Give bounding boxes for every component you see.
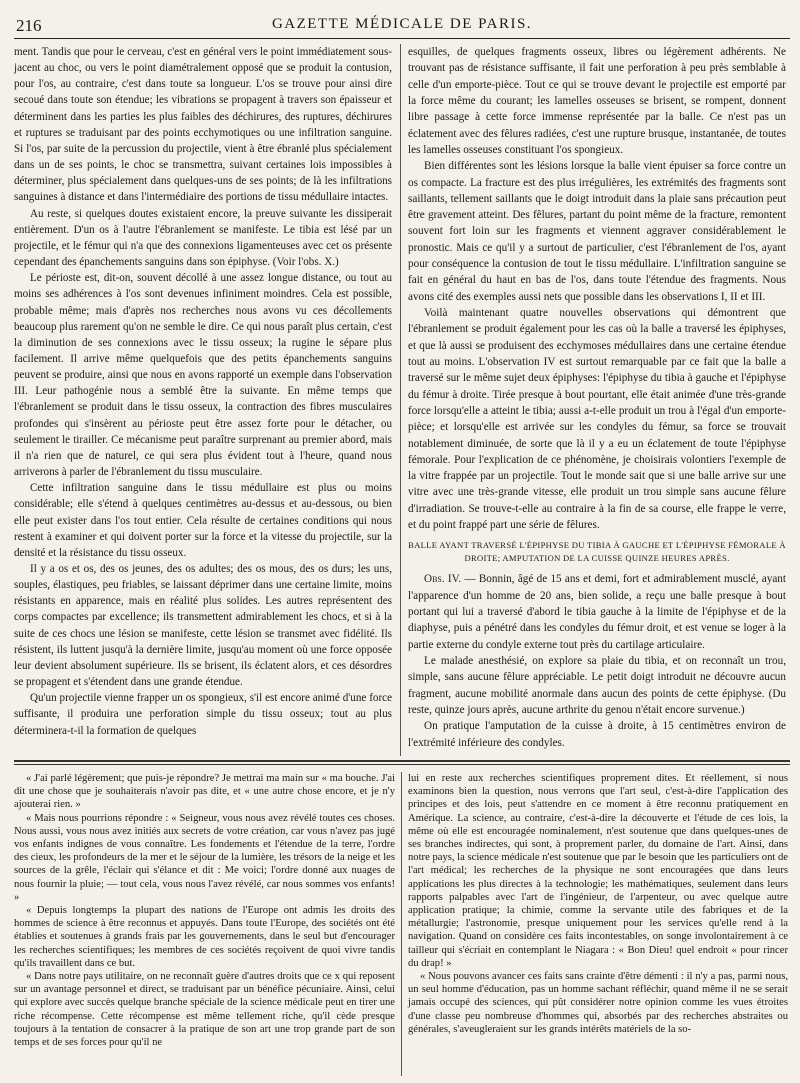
column-divider (401, 772, 402, 1076)
page-header (14, 14, 790, 39)
observation-text: — Bonnin, âgé de 15 ans et demi, fort et admirablement musclé, ayant l'apparence d'un homme de 20 ans, bien solide, a reçu une balle presque à bout portant qui lui a traversé d'abord le tibia gauche à la limite de l'épiphyse et de la diaphyse, puis a pénétré dans les condyles du fémur droit, et est venue se loger à la partie externe du condyle externe tout près du cartilage articulaire. (408, 573, 786, 651)
left-column (14, 44, 392, 739)
paragraph: « J'ai parlé légèrement; que puis-je répondre? Je mettrai ma main sur « ma bouche. J'ai dit une chose que je souhaiterais n'avoir pas dite, et « une autre chose encore, et je n'y ajouterai rien. » (14, 773, 395, 811)
paragraph: Il y a os et os, des os jeunes, des os adultes; des os mous, des os durs; les uns, souples, élastiques, peu friables, se laissant déprimer dans une certaine limite, moins résistants en apparence, mais en réalité plus solides. Les autres représentent des corps compactes par excellence; ils transmettent admirablement les chocs, et si à la suite de ces chocs une lésion se manifeste, cette lésion se transmet avec fidélité. Ils résistent, ils luttent jusqu'à la dernière limite, jusqu'au moment où une force opposée leur devient absolument supérieure. Ils se brisent, ils éclatent alors, et ces désordres se propagent et s'étendent dans une grande étendue. (14, 563, 392, 689)
paragraph: ment. Tandis que pour le cerveau, c'est en général vers le point immédiatement sous-jacent au choc, ou vers le point diamétralement opposé que se produit la contusion, pour l'os, au contraire, c'est dans toute sa longueur. L'os se trouve pour ainsi dire secoué dans toute son étendue; les vibrations se propagent à travers son épaisseur et déterminent dans les parties les plus faibles des déchirures, des ruptures, déchirures et ruptures se traduisant par des points ecchymotiques ou une infiltration sanguine. Si l'os, par suite de la percussion du projectile, vient à être ébranlé plus spécialement dans un de ses points, le choc se transmettra, suivant certaines lois impossibles à déterminer, plus spécialement dans quelques-uns de ses points; de là les infiltrations sanguines à distance et dans l'intermédiaire des portions de tissu médullaire intactes. (14, 46, 392, 204)
paragraph: « Mais nous pourrions répondre : « Seigneur, vous nous avez révélé toutes ces choses. Nous aussi, vous nous avez initiés aux secrets de votre création, car vous n'avez pas jugé vos enfants indignes de vous connaître. Les fondements et l'étendue de la terre, l'ordre des cieux, les profondeurs de la mer et le séjour de la lumière, les trésors de la neige et les sources de la grêle, l'éclair qui s'élance et dit : Me voici; l'ordre donné aux nuages de nous fournir la pluie; — tout cela, vous nous l'avez révélé, car nous sommes vos enfants! » (14, 812, 395, 903)
page-number: 216 (16, 16, 42, 35)
paragraph: Qu'un projectile vienne frapper un os spongieux, s'il est encore animé d'une force suffisante, il produira une perforation simple du tissu osseux; tout au plus déterminera-t-il la formation de quelques (14, 692, 392, 737)
paragraph: « Nous pouvons avancer ces faits sans crainte d'être démenti : il n'y a pas, parmi nous, un seul homme d'éducation, pas un homme sachant réfléchir, quand même il ne se serait jamais occupé des sciences, qui pût considérer notre opinion comme les vues étroites d'une classe peu nombreuse d'hommes qui, absorbés par des recherches abstraites ou générales, s'aveugleraient sur les grands intérêts matériels de la so- (408, 971, 788, 1035)
feuilleton-rule (14, 760, 790, 762)
journal-title: GAZETTE MÉDICALE DE PARIS. (271, 16, 533, 32)
paragraph: esquilles, de quelques fragments osseux, libres ou légèrement adhérents. Ne trouvant pas de résistance suffisante, il fait une perforation à peu près semblable à celle d'un emporte-pièce. Tout ce qui se trouve devant le projectile est emporté par la force même du courant; les lamelles osseuses se brisent, se rompent, donnent libre passage à cette force immense représentée par la balle. Ce n'est pas un éclatement avec des fêlures radiées, c'est une rupture brusque, instantanée, de toutes les lamelles osseuses constituant l'os spongieux. (408, 46, 786, 156)
feuilleton-left-column (14, 772, 395, 1049)
observation-paragraph (408, 571, 786, 653)
observation-label: Obs. IV. (424, 573, 462, 586)
paragraph: Le malade anesthésié, on explore sa plaie du tibia, et on reconnaît un trou, simple, sans aucune fêlure appréciable. Le petit doigt introduit ne découvre aucun fragment, aucune mobilité anormale dans aucun des points de cette épiphyse. (Du reste, quinze jours après, aucune arthrite du genou n'était encore survenue.) (408, 654, 786, 716)
paragraph: On pratique l'amputation de la cuisse à droite, à 15 centimètres environ de l'extrémité inférieure des condyles. (408, 720, 786, 749)
paragraph: « Dans notre pays utilitaire, on ne reconnaît guère d'autres droits que ce x qui reposent sur un avantage personnel et direct, se traduisant par un bénéfice pécuniaire. Ainsi, celui qui explore avec succès quelque branche spéciale de la science médicale peut en tirer une riche récompense. Cette récompense est même tellement riche, qu'il cède presque toujours à la tentation de consacrer à la pratique de son art une trop grande part de son temps et de ses forces pour qu'il ne (14, 971, 395, 1049)
observation-heading: BALLE AYANT TRAVERSÉ L'ÉPIPHYSE DU TIBIA À GAUCHE ET L'ÉPIPHYSE FÉMORALE À DROITE; AMPUTATION DE LA CUISSE QUINZE HEURES APRÈS. (408, 540, 786, 564)
paragraph: Cette infiltration sanguine dans le tissu médullaire est plus ou moins considérable; elle s'étend à quelques centimètres au-dessus et au-dessous, ou bien elle peut exister dans l'os tout entier. Cela résulte de certaines conditions qui nous restent à examiner et qui doivent porter sur la force et la vitesse du projectile, sur la densité et la résistance du tissu osseux. (14, 482, 392, 559)
paragraph: « Depuis longtemps la plupart des nations de l'Europe ont admis les droits des hommes de science à être reconnus et appuyés. Dans toute l'Europe, des sociétés ont été établies et soutenues à grands frais par les gouvernements, dans le seul but d'encourager les recherches scientifiques; les membres de ces sociétés reçoivent de quoi vivre tandis qu'ils travaillent dans ce but. (14, 905, 395, 969)
paragraph: Bien différentes sont les lésions lorsque la balle vient épuiser sa force contre un os compacte. La fracture est des plus irrégulières, les extrémités des fragments sont saillants, tellement saillants que le doigt introduit dans la plaie sans précaution peut être gravement atteint. Des fêlures, partant du point même de la fracture, remontent souvent fort loin sur les fragments et viennent aggraver considérablement le pronostic. Mais ce qu'il y a surtout de particulier, c'est l'ébranlement de l'os, ayant pour conséquence la contusion de tout le tissu médullaire. L'infiltration sanguine se fait en général du haut en bas de l'os, dans toute l'étendue des fragments. Nous avons cité des exemples aussi nets que possible dans les observations I, II et III. (408, 160, 786, 303)
paragraph: Voilà maintenant quatre nouvelles observations qui démontrent que l'ébranlement se produit également pour les cas où la balle a traversé les épiphyses, et que là aussi se produisent des ecchymoses médullaires dans une certaine étendue tout au moins. L'observation IV est surtout remarquable par ce fait que la balle a traversé sur le même sujet deux épiphyses: l'épiphyse du tibia à gauche et l'épiphyse du fémur à droite. Tirée presque à bout pourtant, elle était animée d'une très-grande force lorsqu'elle a atteint le tibia; aussi a-t-elle produit un trou à l'égal d'un emporte-pièce; et lorsqu'elle est arrivée sur les condyles du fémur, sa force se trouvait notablement diminuée, de sorte que là il y a eu un éclatement de toute l'épiphyse fémorale. Pour l'explication de ce phénomène, je choisirais volontiers l'exemple de la vitre frappée par un projectile. Tout le monde sait que si une balle arrive sur une vitre avec une très-grande vitesse, elle produit un trou simple sans aucune fêlure d'irradiation. Se trouve-t-elle au contraire à la fin de sa course, elle frappe le verre, et du point frappé part une série de fêlures. (408, 307, 786, 532)
paragraph: Le périoste est, dit-on, souvent décollé à une assez longue distance, ou tout au moins ses adhérences à l'os sont devenues infiniment moindres. Cela est possible, probable même; mais d'après nos recherches nous avons vu ces décollements beaucoup plus rarement qu'on ne semble le dire. Ce qui nous paraît plus certain, c'est la diminution de ses connexions avec le tissu osseux; la rugine le sépare plus facilement. Il arrive même quelquefois que des petits épanchements sanguins peuvent se produire, ainsi que nous en avons rapporté un exemple dans l'observation III. Leur pathogénie nous a semblé être la suivante. En même temps que l'ébranlement se produit dans le tissu osseux, la contraction des fibres musculaires profondes qui s'insèrent au périoste peut être assez forte pour le détacher, ou seulement le tirailler. Ce mécanisme peut paraître surprenant au premier abord, mais il n'a rien que de naturel, ce qui sera plus évident tout à l'heure, quand nous arriverons à parler de l'ébranlement du tissu musculaire. (14, 272, 392, 479)
column-divider (400, 44, 401, 756)
feuilleton-rule (14, 764, 790, 765)
feuilleton-right-column (408, 772, 788, 1036)
right-column (408, 44, 786, 751)
paragraph: lui en reste aux recherches scientifiques proprement dites. Et réellement, si nous examinons bien la question, nous verrons que l'art seul, c'est-à-dire l'application des principes et des lois, peut s'attendre en ce moment à être reconnu pratiquement en Amérique. La science, au contraire, c'est-à-dire la découverte et l'étude de ces lois, la même où elle est encouragée nominalement, n'est soutenue que dans quelques-unes de ses branches indirectes, qui sont, à proprement parler, du domaine de l'art. Ainsi, dans notre pays, la science médicale n'est soutenue que par le besoin que les particuliers ont de l'art médical; les recherches de la physique ne sont encouragées que dans leurs applications les plus directes à la technologie; les mathématiques, seulement dans leurs rapports palpables avec l'art de l'ingénieur, de l'arpenteur, ou avec quelque autre application pratique; la chimie, comme la servante utile des fabriques et de la métallurgie; l'astronomie, presque uniquement pour les services qu'elle rend à la navigation. Quand on considère ces faits incontestables, on songe involontairement à ce tailleur qui s'écriait en contemplant le Niagara : « Bon Dieu! quel endroit « pour rincer du drap! » (408, 773, 788, 969)
paragraph: Au reste, si quelques doutes existaient encore, la preuve suivante les dissiperait entièrement. D'un os à l'autre l'ébranlement se manifeste. Le tibia est lésé par un projectile, et le fémur qui n'a que des connexions ligamenteuses avec cet os présente cependant des épanchements sanguins dans son épiphyse. (Voir l'obs. X.) (14, 207, 392, 269)
newspaper-page (14, 0, 790, 1083)
